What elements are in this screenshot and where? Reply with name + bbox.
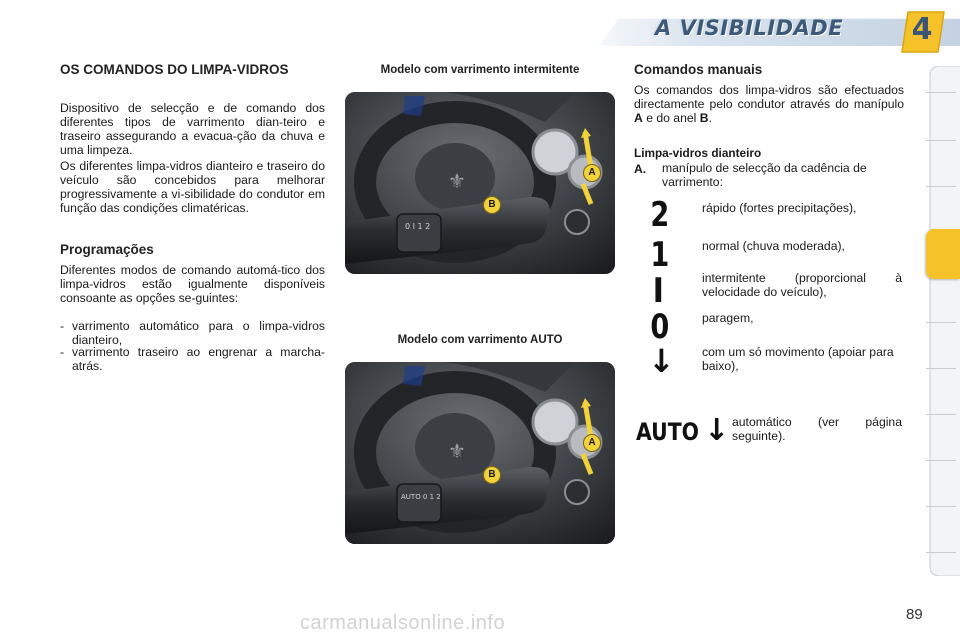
list-dash: - <box>60 319 65 333</box>
side-tab-divider <box>926 460 956 461</box>
caption-auto-model: Modelo com varrimento AUTO <box>397 334 563 346</box>
side-tab-chapter-4[interactable] <box>926 229 960 279</box>
symbol-auto: AUTO <box>636 418 699 446</box>
symbol-desc-auto: automático (ver página seguinte). <box>732 415 902 443</box>
symbol-desc: normal (chuva moderada), <box>702 239 845 253</box>
intro-paragraph-2: Os diferentes limpa-vidros dianteiro e traseiro do veículo são concebidos para melhorar progressivamente a vi-sibilidade do condutor em função das condições climatéricas. <box>60 159 325 215</box>
chapter-number: 4 <box>911 12 933 47</box>
list-item <box>60 320 325 348</box>
label-b-badge: B <box>483 466 501 484</box>
svg-text:AUTO 0 1 2: AUTO 0 1 2 <box>401 493 441 501</box>
side-tab-divider <box>926 414 956 415</box>
caption-intermittent-model: Modelo com varrimento intermitente <box>380 64 580 76</box>
photo-steering-column-auto <box>345 362 615 544</box>
ref-a: A <box>634 110 643 125</box>
label-a-badge: A <box>583 164 601 182</box>
item-a-text: manípulo de selecção da cadência de varrimento: <box>662 161 867 189</box>
side-tab-strip <box>926 66 960 576</box>
svg-text:⚜: ⚜ <box>448 169 466 193</box>
watermark: carmanualsonline.info <box>300 612 506 634</box>
symbol-desc: rápido (fortes precipitações), <box>702 201 857 215</box>
symbol-speed-1: 1 <box>650 235 670 275</box>
arrow-down-icon: ↓ <box>648 342 675 380</box>
list-item-text: varrimento traseiro ao engrenar a marcha-atrás. <box>72 345 325 373</box>
label-b-badge: B <box>483 196 501 214</box>
programming-paragraph: Diferentes modos de comando automá-tico dos limpa-vidros estão igualmente disponíveis consoante as opções se-guintes: <box>60 263 325 305</box>
symbol-speed-2: 2 <box>650 195 670 235</box>
svg-text:0 I 1 2: 0 I 1 2 <box>405 222 431 231</box>
ref-b: B <box>699 110 709 125</box>
symbol-off-0: 0 <box>650 307 670 347</box>
side-tab-divider <box>926 552 956 553</box>
section-heading-programming: Programações <box>60 242 154 257</box>
symbol-desc: intermitente (proporcional à velocidade do veículo), <box>702 271 902 299</box>
svg-text:⚜: ⚜ <box>448 439 466 463</box>
photo-steering-column-intermittent <box>345 92 615 274</box>
label-a-badge: A <box>583 434 601 452</box>
symbol-desc: paragem, <box>702 311 754 325</box>
side-tab-divider <box>926 186 956 187</box>
symbol-desc: com um só movimento (apoiar para baixo), <box>702 345 894 373</box>
manual-text-mid: e do anel <box>646 110 697 125</box>
symbol-intermittent: I <box>652 271 665 311</box>
section-heading-manual-controls: Comandos manuais <box>634 62 763 77</box>
list-dash: - <box>60 345 65 359</box>
side-tab-divider <box>926 368 956 369</box>
arrow-down-icon: ↓ <box>704 413 730 448</box>
section-heading-wiper-controls: OS COMANDOS DO LIMPA-VIDROS <box>60 62 289 77</box>
page-number: 89 <box>906 606 923 623</box>
manual-text-pre: Os comandos dos limpa-vidros são efectuados directamente pelo condutor através do manípulo <box>634 83 904 111</box>
list-item <box>60 346 325 374</box>
intro-paragraph-1: Dispositivo de selecção e de comando dos diferentes tipos de varrimento dian-teiro e traseiro assegurando a evacua-ção da chuva e uma limpeza. <box>60 101 325 157</box>
side-tab-divider <box>926 140 956 141</box>
item-letter-a: A. <box>634 162 647 176</box>
manual-controls-paragraph <box>634 84 904 126</box>
side-tab-divider <box>926 92 956 93</box>
manual-text-end: . <box>708 110 712 125</box>
list-item-text: varrimento automático para o limpa-vidros dianteiro, <box>72 319 325 347</box>
side-tab-divider <box>926 506 956 507</box>
page-title: A VISIBILIDADE <box>655 16 844 40</box>
side-tab-divider <box>926 322 956 323</box>
subheading-front-wiper: Limpa-vidros dianteiro <box>634 146 762 160</box>
